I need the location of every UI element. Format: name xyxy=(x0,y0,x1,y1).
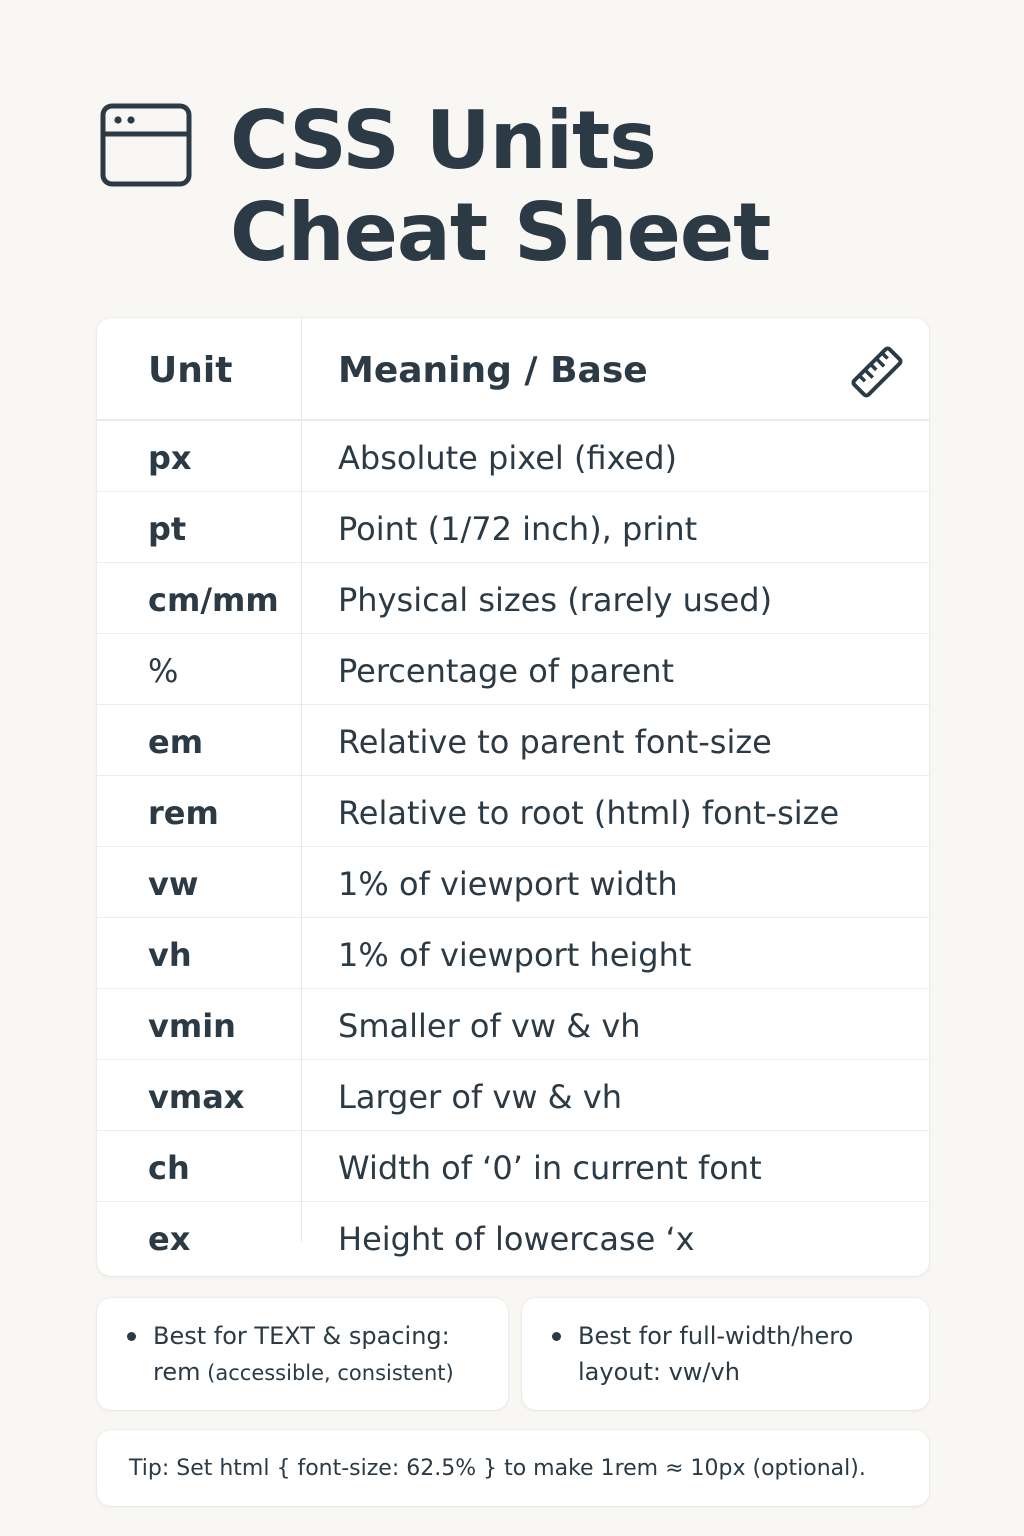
meaning-cell: Height of lowercase ‘x xyxy=(338,1220,695,1258)
units-table xyxy=(97,318,929,1276)
meaning-cell: 1% of viewport height xyxy=(338,936,692,974)
table-header xyxy=(97,318,929,421)
meaning-cell: Relative to root (html) font-size xyxy=(338,794,840,832)
bullet-icon xyxy=(552,1332,561,1341)
note-text-detail: (accessible, consistent) xyxy=(200,1361,454,1385)
page-title xyxy=(230,95,770,279)
table-row xyxy=(97,776,929,847)
table-row xyxy=(97,634,929,705)
table-row xyxy=(97,563,929,634)
meaning-cell: Point (1/72 inch), print xyxy=(338,510,698,548)
ruler-icon xyxy=(851,346,903,398)
browser-window-icon xyxy=(100,103,192,187)
meaning-cell: Absolute pixel (fixed) xyxy=(338,439,678,477)
unit-cell: % xyxy=(148,652,179,690)
meaning-cell: Relative to parent font-size xyxy=(338,723,772,761)
note-text-line1: Best for TEXT & spacing: xyxy=(153,1322,450,1350)
table-row xyxy=(97,421,929,492)
page-title-line2: Cheat Sheet xyxy=(230,186,771,279)
table-row xyxy=(97,989,929,1060)
unit-cell: vmin xyxy=(148,1007,236,1045)
note-text-line2 xyxy=(153,1355,454,1390)
bullet-icon xyxy=(127,1332,136,1341)
table-body xyxy=(97,421,929,1273)
note-layout-line1: Best for full-width/hero xyxy=(578,1322,854,1350)
meaning-cell: Smaller of vw & vh xyxy=(338,1007,641,1045)
meaning-cell: Width of ‘0’ in current font xyxy=(338,1149,762,1187)
note-card-layout xyxy=(522,1298,929,1410)
unit-cell: ex xyxy=(148,1220,191,1258)
tip-card xyxy=(97,1430,929,1506)
unit-cell: vw xyxy=(148,865,199,903)
unit-cell: cm/mm xyxy=(148,581,279,619)
table-row xyxy=(97,1131,929,1202)
table-row xyxy=(97,1202,929,1273)
column-header-unit: Unit xyxy=(148,350,233,391)
unit-cell: em xyxy=(148,723,204,761)
table-row xyxy=(97,918,929,989)
unit-cell: pt xyxy=(148,510,187,548)
unit-cell: ch xyxy=(148,1149,190,1187)
meaning-cell: Larger of vw & vh xyxy=(338,1078,622,1116)
table-row xyxy=(97,847,929,918)
table-row xyxy=(97,492,929,563)
unit-cell: vmax xyxy=(148,1078,245,1116)
column-header-meaning: Meaning / Base xyxy=(338,350,648,391)
note-layout-line2: layout: vw/vh xyxy=(578,1358,740,1386)
unit-cell: px xyxy=(148,439,192,477)
note-card-text xyxy=(97,1298,508,1410)
meaning-cell: Percentage of parent xyxy=(338,652,675,690)
meaning-cell: 1% of viewport width xyxy=(338,865,678,903)
note-text-strong: rem xyxy=(153,1358,201,1386)
tip-text: Tip: Set html { font-size: 62.5% } to make 1rem ≈ 10px (optional). xyxy=(129,1456,866,1481)
unit-cell: rem xyxy=(148,794,219,832)
page-header xyxy=(100,95,920,285)
meaning-cell: Physical sizes (rarely used) xyxy=(338,581,773,619)
table-row xyxy=(97,705,929,776)
unit-cell: vh xyxy=(148,936,192,974)
page-title-line1: CSS Units xyxy=(230,94,656,187)
table-row xyxy=(97,1060,929,1131)
